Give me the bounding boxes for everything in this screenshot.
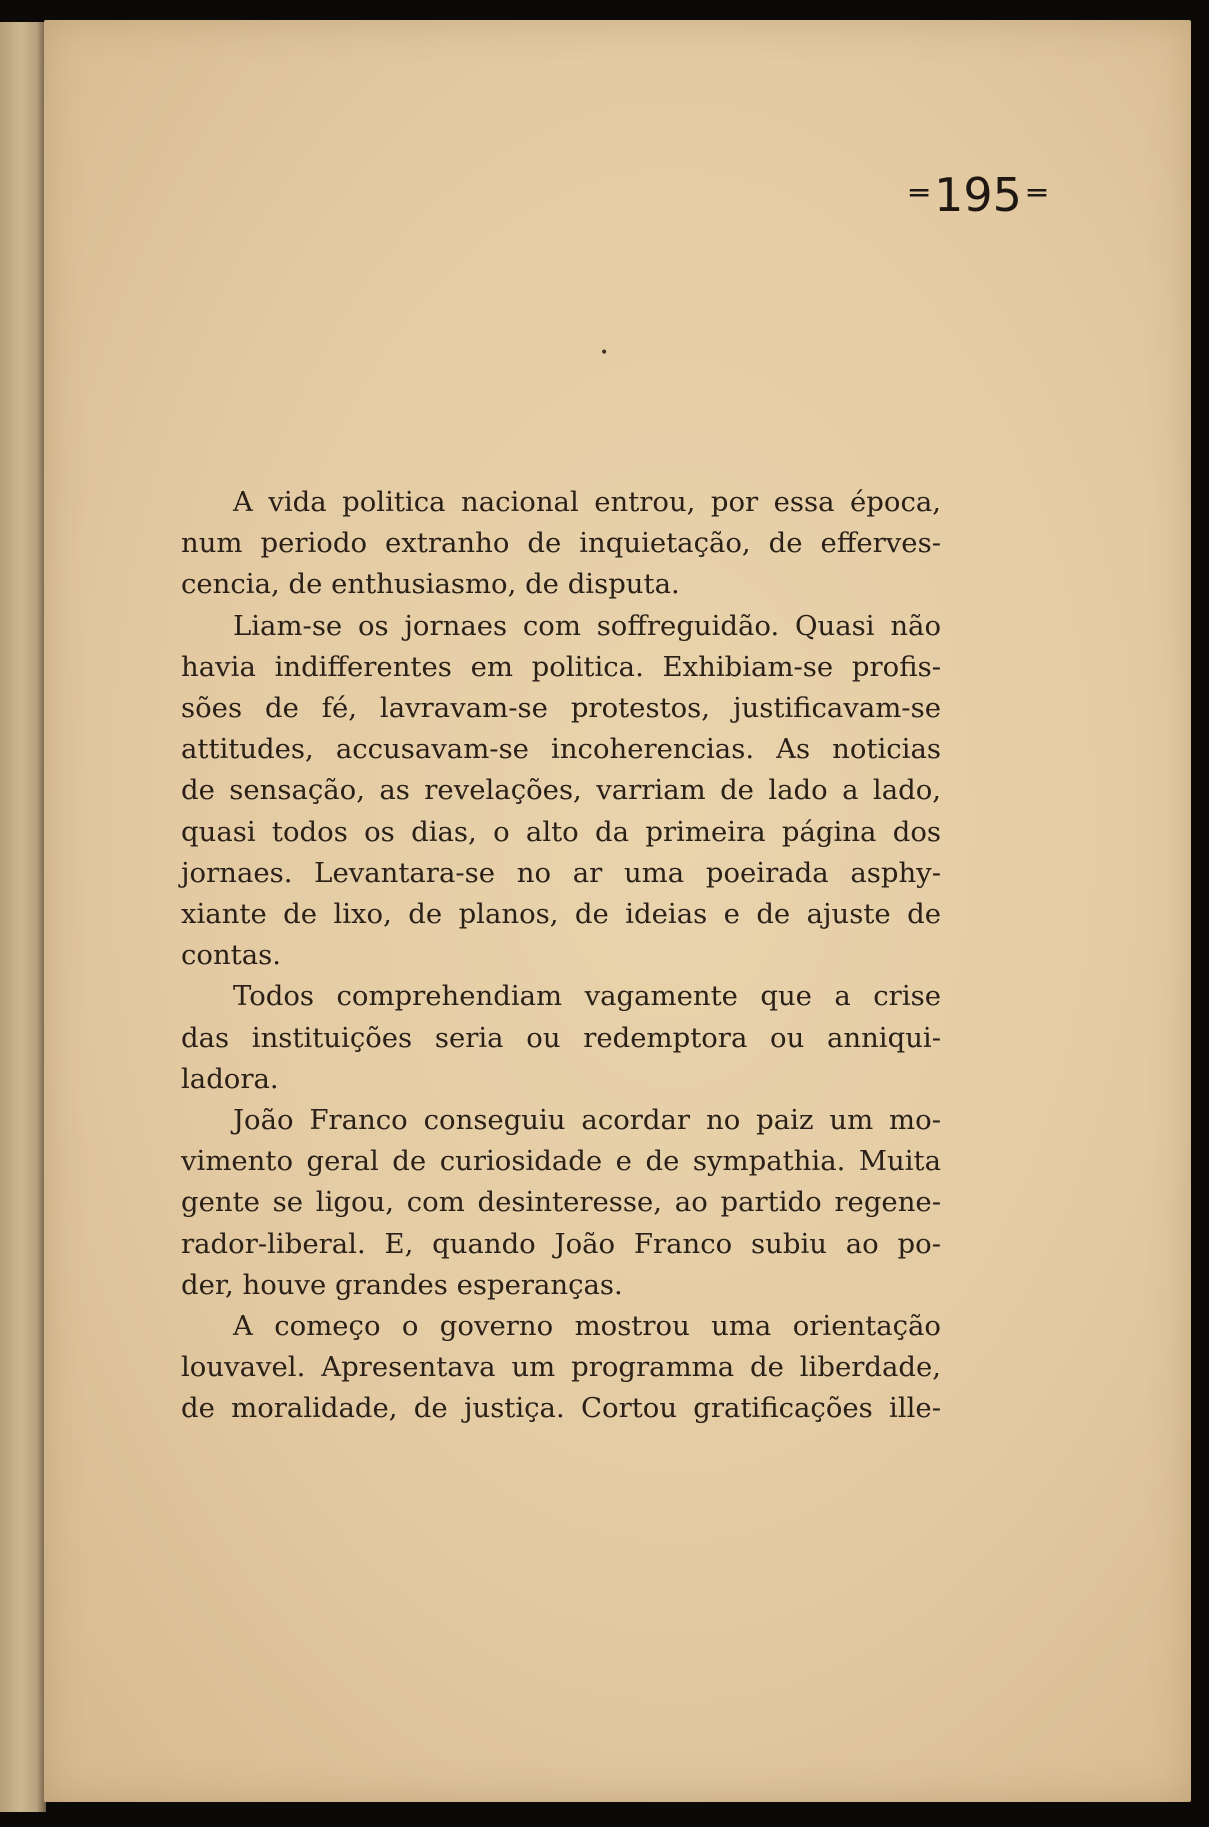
page-number-value: 195 [934,168,1022,222]
body-text [181,482,941,1430]
text-line: A vida politica nacional entrou, por essa época, [233,486,941,518]
text-line: louvavel. Apresentava um programma de liberdade, [181,1351,941,1384]
text-line: gente se ligou, com desinteresse, ao partido regene- [181,1186,941,1219]
text-line: ladora. [181,1062,279,1095]
text-line: sões de fé, lavravam-se protestos, justificavam-se [181,692,941,725]
text-line: A começo o governo mostrou uma orientação [233,1310,941,1343]
text-line: havia indifferentes em politica. Exhibiam-se profis- [181,650,941,683]
text-line: xiante de lixo, de planos, de ideias e de ajuste de [181,898,941,931]
text-line: vimento geral de curiosidade e de sympathia. Muita [181,1145,941,1178]
text-line: João Franco conseguiu acordar no paiz um mo- [233,1104,941,1137]
text-line: der, houve grandes esperanças. [181,1268,623,1301]
text-line: cencia, de enthusiasmo, de disputa. [181,568,680,601]
text-line: jornaes. Levantara-se no ar uma poeirada asphy- [181,856,941,889]
text-line: de sensação, as revelações, varriam de lado a lado, [181,774,941,807]
text-line: attitudes, accusavam-se incoherencias. As noticias [181,733,941,766]
page-number-dash-right: ═ [1027,176,1046,211]
text-line: num periodo extranho de inquietação, de efferves- [181,527,941,560]
text-line: rador-liberal. E, quando João Franco subiu ao po- [181,1227,941,1260]
page-number [44,168,1191,222]
text-line: quasi todos os dias, o alto da primeira página dos [181,815,941,848]
page-number-dash-left: ═ [910,176,929,211]
ornament-mark: • [600,345,609,361]
text-line: contas. [181,939,281,972]
text-line: Liam-se os jornaes com soffreguidão. Quasi não [233,609,941,642]
text-line: de moralidade, de justiça. Cortou gratificações ille- [181,1392,941,1425]
text-line: Todos comprehendiam vagamente que a crise [233,980,941,1013]
book-spine [0,22,46,1812]
text-line: das instituições seria ou redemptora ou anniqui- [181,1021,941,1054]
